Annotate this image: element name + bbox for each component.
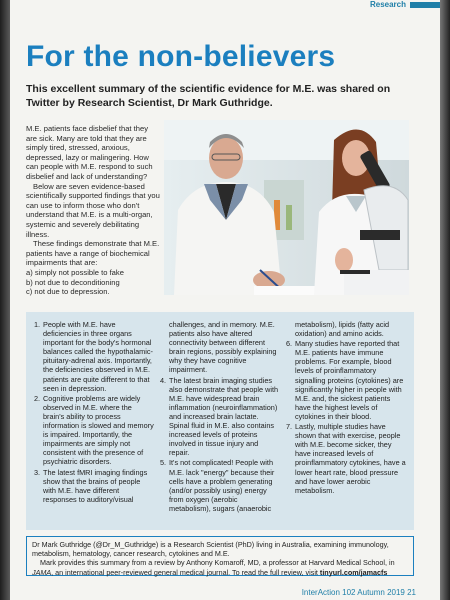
intro-paragraph-3: These findings demonstrate that M.E. patients have a range of biochemical impairments that are: [26,239,160,268]
finding-text: The latest brain imaging studies also demonstrate that people with M.E. have widespread brain inflammation (neuroinflammation) and increased brain lactate. Spinal fluid in M.E. also contains increased levels of proteins involved in tissue injury and repair. [169,375,279,458]
findings-column-1 [34,320,154,522]
finding-text: challenges, and in memory. M.E. patients also have altered connectivity between different brain regions, possibly explaining why they have cognitive impairment. [169,320,277,375]
list-item: a) simply not possible to fake [26,267,124,277]
finding-text: Lastly, multiple studies have shown that with exercise, people with M.E. become sicker, they have increased levels of proinflammatory cytokines, have a lower heart rate, blood pressure and have lower aerobic metabolism. [295,422,406,495]
finding-item [34,394,154,467]
article-subtitle: This excellent summary of the scientific evidence for M.E. was shared on Twitter by Research Scientist, Dr Mark Guthridge. [26,83,391,109]
finding-text: The latest fMRI imaging findings show that the brains of people with M.E. have different responses to auditory/visual [43,467,148,504]
author-bio: Dr Mark Guthridge (@Dr_M_Guthridge) is a Research Scientist (PhD) living in Australia, examining immunology, metabolism, hematology, cancer research, cytokines and M.E. [32,540,389,559]
finding-number: 3. [34,467,41,477]
finding-continuation [160,320,280,375]
intro-paragraph-2: Below are seven evidence-based scientifically supported findings that you can use to inform those who don't understand that M.E. is a multi-organ, systemic and severely debilitating illness. [26,181,160,239]
page-footer: InterAction 102 Autumn 2019 21 [301,588,416,597]
author-bio-box [26,536,414,576]
intro-paragraph-1: M.E. patients face disbelief that they are sick. Many are told that they are simply tired, stressed, anxious, depressed, lazy or malingering. How can people with M.E. respond to such disbelief and lack of understanding? [26,124,153,181]
finding-number: 7. [286,422,293,432]
page-shadow-left [0,0,10,600]
finding-text: Cognitive problems are widely observed in M.E. where the brain's ability to process information is slowed and memory is impaired. Importantly, the impairments are simply not consistent with the presence of psychiatric disorders. [43,393,154,467]
journal-name: JAMA [32,567,52,577]
finding-item [160,376,280,458]
review-link[interactable]: tinyurl.com/jamacfs [319,567,388,577]
lab-scene-illustration [164,120,409,295]
scientists-photo [164,120,409,295]
section-tag: Research [369,0,406,9]
magazine-page [10,0,440,600]
findings-column-2 [160,320,280,522]
source-note: Mark provides this summary from a review by Anthony Komaroff, MD, a professor at Harvard Medical School, in JAMA, an international peer-reviewed general medical journal. To read the full review, visit tinyurl.com/jamacfs [32,558,395,577]
findings-box [26,312,414,530]
list-item: b) not due to deconditioning [26,277,120,287]
section-tag-bar [410,2,440,8]
finding-number: 5. [160,458,167,468]
finding-text: Many studies have reported that M.E. patients have immune problems. For example, blood levels of proinflammatory signalling proteins (cytokines) are significantly higher in people with M.E. and, the sickest patients have the highest levels of cytokines in their blood. [295,339,404,421]
finding-number: 4. [160,375,167,385]
intro-text [26,124,160,297]
finding-number: 1. [34,320,41,329]
finding-item [160,458,280,513]
finding-text: It's not complicated! People with M.E. lack "energy" because their cells have a problem generating (and/or possibly using) energy from oxygen (aerobic metabolism), sugars (anaerobic [169,458,275,513]
intro-list [26,268,160,297]
list-item: c) not due to depression. [26,287,110,297]
findings-column-3 [286,320,406,522]
finding-item [286,339,406,421]
finding-item [34,468,154,504]
finding-continuation [286,320,406,338]
article-title: For the non-believers [26,40,336,73]
page-shadow-right [440,0,450,600]
finding-number: 2. [34,393,41,403]
finding-text: People with M.E. have deficiencies in three organs important for the body's hormonal balances called the hypothalamic-pituitary-adrenal axis. Importantly, the deficiencies observed in M.E. patients are quite different to that seen in depression. [43,320,153,393]
finding-number: 6. [286,339,293,349]
finding-item [34,320,154,393]
finding-text: metabolism), lipids (fatty acid oxidation) and amino acids. [295,320,390,339]
finding-item [286,422,406,495]
